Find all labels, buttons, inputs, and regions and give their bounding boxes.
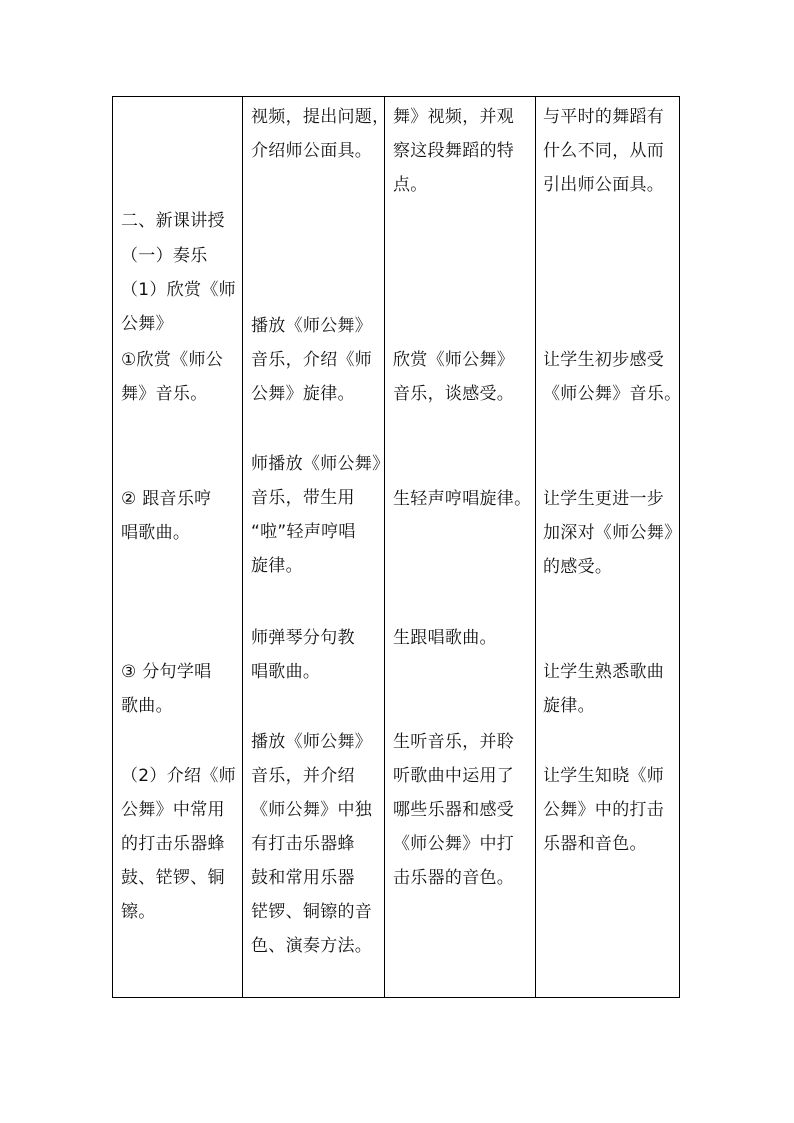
text-line: 师弹琴分句教 — [251, 628, 355, 648]
text-line: 播放《师公舞》 — [251, 316, 373, 336]
text-line: 《师公舞》中打 — [393, 834, 515, 854]
text-line: 让学生更进一步 — [543, 489, 665, 509]
text-line: （1）欣赏《师 — [121, 280, 236, 300]
text-line: 旋律。 — [543, 696, 595, 716]
text-line: ①欣赏《师公 — [121, 350, 224, 370]
text-line: 让学生熟悉歌曲 — [543, 662, 665, 682]
text-line: 唱歌曲。 — [251, 662, 321, 682]
text-line: 加深对《师公舞》 — [543, 523, 682, 543]
text-line: 音乐，谈感受。 — [393, 384, 515, 404]
text-line: 播放《师公舞》 — [251, 732, 373, 752]
text-line: 《师公舞》中独 — [251, 800, 373, 820]
text-line: 听歌曲中运用了 — [393, 766, 515, 786]
text-line: 舞》音乐。 — [121, 384, 208, 404]
text-line: 让学生知晓《师 — [543, 766, 665, 786]
text-line: 公舞》旋律。 — [251, 384, 355, 404]
column-divider — [535, 97, 536, 997]
text-line: 唱歌曲。 — [121, 523, 191, 543]
text-line: 歌曲。 — [121, 696, 173, 716]
text-line: 介绍师公面具。 — [251, 141, 373, 161]
text-line: 生听音乐，并聆 — [393, 732, 515, 752]
text-line: 点。 — [393, 175, 428, 195]
text-line: 公舞》 — [121, 314, 173, 334]
text-line: 的打击乐器蜂 — [121, 834, 225, 854]
text-line: 旋律。 — [251, 556, 303, 576]
text-line: 公舞》中常用 — [121, 800, 225, 820]
text-line: “啦”轻声哼唱 — [251, 522, 356, 542]
text-line: ② 跟音乐哼 — [121, 489, 212, 509]
section-title: 二、新课讲授 — [121, 211, 225, 231]
text-line: 哪些乐器和感受 — [393, 800, 515, 820]
text-line: 公舞》中的打击 — [543, 800, 665, 820]
text-line: 察这段舞蹈的特 — [393, 141, 515, 161]
sub-title: （一）奏乐 — [121, 246, 208, 266]
text-line: 欣赏《师公舞》 — [393, 350, 515, 370]
column-divider — [384, 97, 385, 997]
text-line: 舞》视频，并观 — [393, 107, 515, 127]
text-line: 生跟唱歌曲。 — [393, 628, 497, 648]
text-line: （2）介绍《师 — [121, 766, 236, 786]
text-line: 铓锣、铜镲的音 — [251, 902, 373, 922]
text-line: 视频，提出问题， — [251, 107, 390, 127]
text-line: 《师公舞》音乐。 — [543, 384, 682, 404]
text-line: 击乐器的音色。 — [393, 868, 515, 888]
text-line: 让学生初步感受 — [543, 350, 665, 370]
text-line: 鼓、铓锣、铜 — [121, 868, 225, 888]
text-line: 音乐，带生用 — [251, 488, 355, 508]
text-line: 镲。 — [121, 902, 156, 922]
text-line: 有打击乐器蜂 — [251, 834, 355, 854]
text-line: 音乐，介绍《师 — [251, 350, 373, 370]
text-line: 音乐，并介绍 — [251, 766, 355, 786]
text-line: 师播放《师公舞》 — [251, 454, 390, 474]
text-line: 色、演奏方法。 — [251, 936, 373, 956]
text-line: 引出师公面具。 — [543, 175, 665, 195]
text-line: 乐器和音色。 — [543, 834, 647, 854]
column-divider — [242, 97, 243, 997]
text-line: 鼓和常用乐器 — [251, 868, 355, 888]
text-line: ③ 分句学唱 — [121, 662, 212, 682]
text-line: 的感受。 — [543, 557, 613, 577]
text-line: 生轻声哼唱旋律。 — [393, 489, 532, 509]
text-line: 与平时的舞蹈有 — [543, 107, 665, 127]
text-line: 什么不同，从而 — [543, 141, 665, 161]
